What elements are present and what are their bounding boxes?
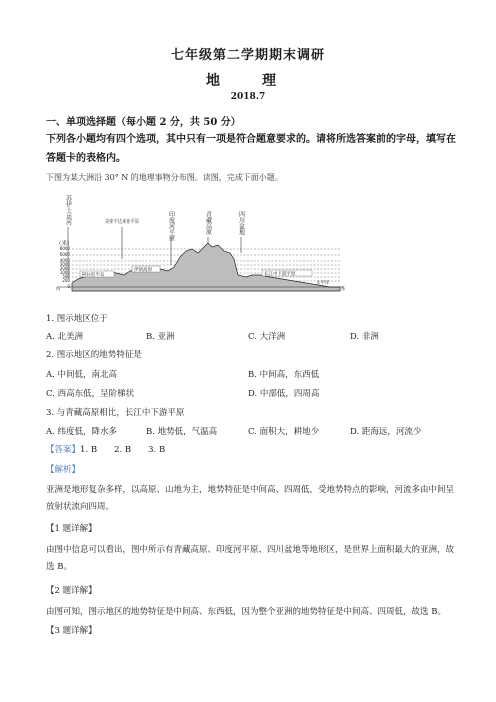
- section-heading: 一、单项选择题（每小题 2 分，共 50 分）: [46, 117, 241, 128]
- answer-values: 1. B 2. B 3. B: [80, 445, 166, 455]
- analysis-tag: 【解析】: [46, 465, 81, 475]
- answer-tag: 【答案】: [46, 445, 81, 455]
- figure-intro: 下图为某大洲沿 30° N 的地理事物分布图。读图，完成下面小题。: [46, 173, 283, 182]
- label-tibet: 青藏高原: [204, 211, 212, 235]
- label-indus: 印度河平原: [167, 211, 175, 241]
- q1-detail-tag: 【1 题详解】: [46, 524, 97, 534]
- q1-option-a: A. 北美洲: [46, 332, 84, 342]
- label-iran: 伊朗高原: [134, 268, 152, 273]
- q2-detail: 由图可知，图示地区的地势特征是中间高、东西低，因为整个亚洲的地势特征是中间高、四周低，故选 B。: [46, 607, 446, 617]
- subject-title: 地 理: [206, 73, 290, 89]
- q3-option-d: D. 距海远，河流少: [350, 427, 422, 437]
- label-suez: 苏伊士运河: [64, 195, 72, 225]
- q2-option-b: B. 中间高，东西低: [248, 370, 320, 380]
- q1-option-d: D. 非洲: [350, 332, 379, 342]
- question-2-stem: 2. 图示地区的地势特征是: [46, 350, 142, 360]
- label-east: 东: [341, 287, 346, 292]
- y-unit: （米）: [56, 241, 73, 247]
- terrain-profile: [72, 243, 340, 291]
- q2-detail-tag: 【2 题详解】: [46, 586, 97, 596]
- ytick-2000: 2000: [59, 266, 70, 271]
- q2-option-d: D. 中部低，四周高: [248, 389, 320, 399]
- label-west: 西: [56, 287, 61, 292]
- q2-option-c: C. 西高东低，呈阶梯状: [46, 389, 135, 399]
- analysis-summary: 亚洲是地形复杂多样，以高原、山地为主，地势特征是中间高、四周低，受地势特点的影响，河流多由中间呈放射状流向四周。: [46, 485, 455, 512]
- ytick-500: 500: [62, 274, 70, 279]
- exam-title: 七年级第二学期期末调研: [170, 48, 325, 63]
- q1-option-b: B. 亚洲: [146, 332, 175, 342]
- ytick-3000: 3000: [59, 262, 70, 267]
- question-3-stem: 3. 与青藏高原相比，长江中下游平原: [46, 408, 185, 418]
- ytick-0: 0: [67, 284, 70, 289]
- label-sichuan: 四川盆地: [237, 211, 245, 235]
- ytick-200: 200: [62, 278, 70, 283]
- q2-option-a: A. 中间低，南北高: [46, 370, 118, 380]
- question-1-stem: 1. 图示地区位于: [46, 314, 108, 324]
- q3-detail-tag: 【3 题详解】: [46, 626, 97, 636]
- label-arabia: 阿拉伯半岛: [82, 273, 105, 278]
- q3-option-c: C. 面积大，耕地少: [248, 427, 320, 437]
- label-pacific: 太平洋: [316, 281, 330, 286]
- terrain-profile-figure: [50, 187, 350, 299]
- answer-line: [46, 443, 165, 455]
- ytick-8000: 8000: [59, 246, 70, 251]
- label-mesopotamia: 美索不达米亚平原: [105, 219, 146, 225]
- label-yangtze-plain: 长江中下游平原: [264, 272, 296, 277]
- q3-option-b: B. 地势低，气温高: [146, 427, 218, 437]
- ytick-4000: 4000: [59, 258, 70, 263]
- ytick-6000: 6000: [59, 252, 70, 257]
- section-instruction: 下列各小题均有四个选项，其中只有一项是符合题意要求的。请将所选答案前的字母，填写在答题卡的表格内。: [46, 134, 456, 164]
- q3-option-a: A. 纬度低，降水多: [46, 427, 118, 437]
- ytick-1000: 1000: [59, 270, 70, 275]
- exam-date: 2018.7: [230, 92, 266, 102]
- q1-option-c: C. 大洋洲: [248, 332, 286, 342]
- q1-detail: 由图中信息可以看出，图中所示有青藏高原、印度河平原、四川盆地等地形区，是世界上面积最大的亚洲，故选 B。: [46, 545, 455, 572]
